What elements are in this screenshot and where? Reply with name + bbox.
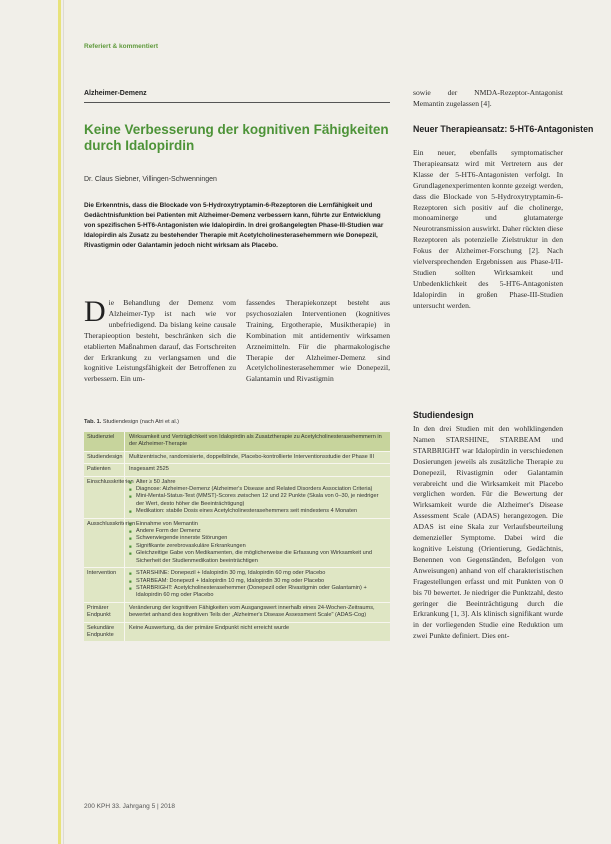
- table-bullet-item: ■ Mini-Mental-Status-Test (MMST)-Scores zwischen 12 und 22 Punkte (Skala von 0–30, je niedriger der Wert, desto höher die Beeinträchtigung): [129, 493, 386, 508]
- table-row-label: Sekundäre Endpunkte: [87, 624, 115, 638]
- table-row: [84, 567, 390, 602]
- article-title: Keine Verbesserung der kognitiven Fähigkeiten durch Idalopirdin: [84, 122, 389, 153]
- table-row-content: Insgesamt 2525: [124, 464, 390, 475]
- table-bullet-item: ■ Alter ≥ 50 Jahre: [129, 479, 386, 486]
- table-row-label: Patienten: [87, 466, 111, 473]
- page-gutter-line: [63, 0, 64, 844]
- table-row: [84, 602, 390, 622]
- table-row-content: Veränderung der kognitiven Fähigkeiten vom Ausgangswert innerhalb eines 24-Wochen-Zeitraums, bewertet anhand des kognitiven Teils der „Alzheimer's Disease Assessment Scale" (ADAS-Cog): [124, 603, 390, 622]
- table-row: [84, 476, 390, 518]
- table-row: [84, 518, 390, 567]
- article-lead: Die Erkenntnis, dass die Blockade von 5-Hydroxytryptamin-6-Rezeptoren die Lernfähigkeit und Gedächtnisfunktion bei Patienten mit Alzheimer-Demenz verbessern kann, führte zur Entwicklung von spezifischen 5-HT6-Antagonisten wie Idalopirdin. In drei großangelegten Phase-III-Studien war Idalopirdin als Zusatz zu bestehender Therapie mit Acetylcholinesterasehemmern wie Donepezil, Rivastigmin oder Galantamin jedoch nicht wirksam als Placebo.: [84, 202, 384, 249]
- table-bullet-item: ■ Andere Form der Demenz: [129, 528, 386, 535]
- table-row: [84, 622, 390, 642]
- table-row-content: Keine Auswertung, da der primäre Endpunkt nicht erreicht wurde: [124, 623, 390, 642]
- table-row-content: [124, 568, 390, 602]
- heading-study-design: Studiendesign: [413, 410, 474, 420]
- table-bullet-list: [129, 479, 386, 516]
- table-row: [84, 432, 390, 451]
- table-row-label: Ausschlusskriterien: [87, 520, 136, 527]
- table-bullet-item: ■ Signifikante zerebrovaskuläre Erkrankungen: [129, 543, 386, 550]
- table-bullet-list: [129, 570, 386, 600]
- drop-cap: D: [84, 295, 106, 328]
- rubric-divider: [84, 102, 390, 103]
- table-row-label: Primärer Endpunkt: [87, 604, 111, 619]
- table-row: [84, 451, 390, 463]
- table-bullet-item: ■ STARBRIGHT: Acetylcholinesterasehemmer (Donepezil oder Rivastigmin oder Galantamin) + Idalopirdin 60 mg oder Placebo: [129, 585, 386, 600]
- table-row-content: Multizentrische, randomisierte, doppelblinde, Placebo-kontrollierte Interventionsstudie der Phase III: [124, 452, 390, 463]
- table-row-label: Intervention: [87, 570, 117, 577]
- table-caption: [84, 419, 179, 425]
- table-row-content: Wirksamkeit und Verträglichkeit von Idalopirdin als Zusatztherapie zu Acetylcholinesterasehemmern in der Alzheimer-Therapie: [124, 432, 390, 451]
- table-bullet-item: ■ Einnahme von Memantin: [129, 521, 386, 528]
- right-column-design-text: In den drei Studien mit den wohlklingenden Namen STARSHINE, STARBEAM und STARBRIGHT war Idalopirdin in verschiedenen Dosierungen jeweils als zusätzliche Therapie zu Donepezil, Rivastigmin oder Galantamin verabreicht und die Wirksamkeit mit Placebo verglichen worden. Für die Bewertung der Wirksamkeit wurde die Alzheimer's Disease Assessment Scale (ADAS) herangezogen. Die ADAS ist eine Skala zur Verlaufsbeurteilung demenzieller Symptome. Dabei wird die kognitive Leistung (Orientierung, Gedächtnis, Benennen von Gegenständen, Befolgen von Anweisungen) anhand von elf charakteristischen Fragestellungen erfasst und mit Punkten von 0 bis 70 bewertet. Je niedriger die Punktzahl, desto geringer die Beeinträchtigung durch die Erkrankung [1, 3]. Als klinisch signifikant wurde in der vorliegenden Studie eine Reduktion um zwei Punkte definiert. Dies ent-: [413, 424, 563, 641]
- body-column-1: [84, 295, 236, 385]
- body-column-2: fassendes Therapiekonzept besteht aus psychosozialen Interventionen (kognitives Training, Ergotherapie, Musiktherapie) in Kombination mit antidementiv wirksamen Arzneimitteln. Für die pharmakologische Therapie der Alzheimer-Demenz sind Acetylcholinesterasehemmer wie Donepezil, Galantamin und Rivastigmin: [246, 298, 390, 384]
- table-row-label: Studiendesign: [87, 453, 123, 460]
- table-row-label: Einschlusskriterien: [87, 478, 134, 485]
- table-row-content: [124, 519, 390, 567]
- table-bullet-item: ■ Gleichzeitige Gabe von Medikamenten, die möglicherweise die Erfassung von Wirksamkeit und Sicherheit der Studienmedikation beeinträchtigen: [129, 550, 386, 565]
- table-bullet-item: ■ Schwerwiegende innerste Störungen: [129, 535, 386, 542]
- right-column-therapy-text: Ein neuer, ebenfalls symptomatischer Therapieansatz wird mit Vertretern aus der Klasse der 5-HT6-Antagonisten verfolgt. In Grundlagenexperimenten konnte gezeigt werden, dass die Blockade von 5-Hydroxytryptamin-6-Rezeptoren sich positiv auf die cholinerge, monoaminerge und glutamaterge Neurotransmission auswirkt. Daher rückten diese Rezeptoren als potenzielle Zielstruktur in den Fokus der Alzheimer-Forschung [2]. Nach vielversprechenden Ergebnissen aus Phase-I/II-Studien sollten Wirksamkeit und Unbedenklichkeit des 5-HT6-Antagonisten Idalopirdin in großen Phase-III-Studien untersucht werden.: [413, 148, 563, 310]
- section-label: Referiert & kommentiert: [84, 43, 159, 50]
- study-design-table: [84, 432, 390, 641]
- heading-new-therapy: Neuer Therapieansatz: 5-HT6-Antagonisten: [413, 124, 594, 134]
- article-author: Dr. Claus Siebner, Villingen-Schwenningen: [84, 176, 217, 183]
- table-row-label: Studienziel: [87, 434, 115, 440]
- table-bullet-item: ■ STARSHINE: Donepezil + Idalopirdin 30 mg, Idalopirdin 60 mg oder Placebo: [129, 570, 386, 577]
- body-column-1-text: ie Behandlung der Demenz vom Alzheimer-Typ ist nach wie vor unbefriedigend. Da bislang keine causale Therapieoption besteht, beschränken sich die etablierten Maßnahmen darauf, das Fortschreiten der Erkrankung zu verlangsamen und die kognitive Leistungsfähigkeit der Betroffenen zu verbessern. Ein um-: [84, 298, 236, 384]
- table-row: [84, 463, 390, 475]
- table-caption-text: Studiendesign (nach Atri et al.): [101, 419, 180, 425]
- table-caption-label: Tab. 1.: [84, 419, 102, 425]
- rubric-label: Alzheimer-Demenz: [84, 90, 147, 97]
- right-column-intro: sowie der NMDA-Rezeptor-Antagonist Memantin zugelassen [4].: [413, 88, 563, 108]
- table-bullet-item: ■ STARBEAM: Donepezil + Idalopirdin 10 mg, Idalopirdin 30 mg oder Placebo: [129, 578, 386, 585]
- table-bullet-item: ■ Diagnose: Alzheimer-Demenz (Alzheimer's Disease and Related Disorders Association Criteria): [129, 486, 386, 493]
- table-bullet-list: [129, 521, 386, 565]
- page-footer: 200 KPH 33. Jahrgang 5 | 2018: [84, 803, 175, 810]
- table-row-content: [124, 477, 390, 518]
- page-edge-highlight: [58, 0, 61, 844]
- table-bullet-item: ■ Medikation: stabile Dosis eines Acetylcholinesterasehemmers seit mindestens 4 Monaten: [129, 508, 386, 515]
